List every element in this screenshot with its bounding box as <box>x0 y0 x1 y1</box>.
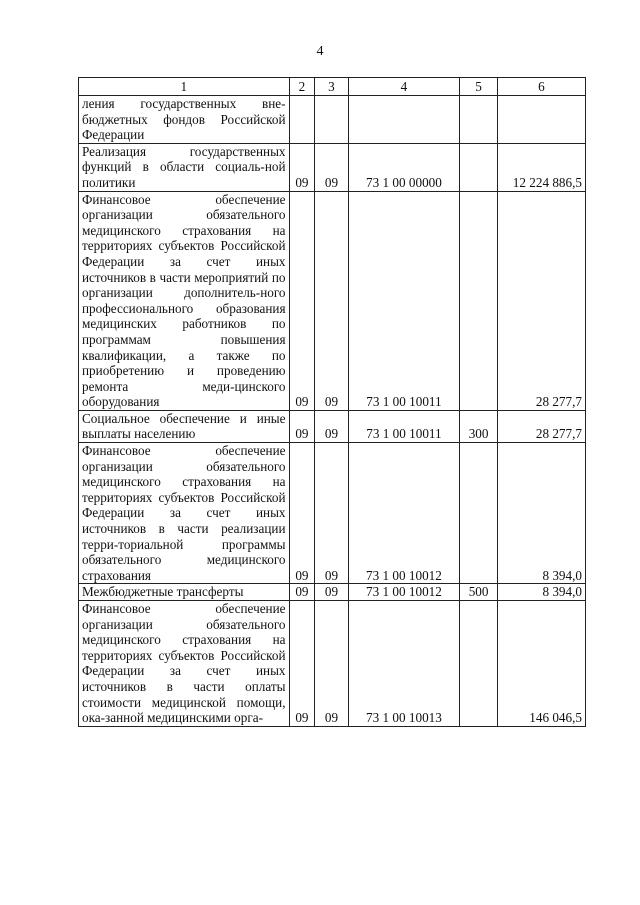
column-header-6: 6 <box>497 78 585 96</box>
column-header-3: 3 <box>315 78 348 96</box>
column-header-2: 2 <box>289 78 315 96</box>
table-row <box>79 143 586 191</box>
row-amount: 146 046,5 <box>497 601 585 727</box>
row-target-code: 73 1 00 10011 <box>348 410 460 442</box>
row-subsection: 09 <box>315 191 348 410</box>
row-name: Межбюджетные трансферты <box>79 584 290 601</box>
row-amount: 12 224 886,5 <box>497 143 585 191</box>
row-subsection: 09 <box>315 410 348 442</box>
row-target-code: 73 1 00 10011 <box>348 191 460 410</box>
row-amount: 28 277,7 <box>497 410 585 442</box>
page-number: 4 <box>316 44 324 59</box>
row-section: 09 <box>289 601 315 727</box>
column-header-4: 4 <box>348 78 460 96</box>
row-subsection: 09 <box>315 601 348 727</box>
row-subsection: 09 <box>315 584 348 601</box>
row-target-code: 73 1 00 00000 <box>348 143 460 191</box>
row-expense-type <box>460 601 498 727</box>
row-amount: 8 394,0 <box>497 584 585 601</box>
table-row <box>79 96 586 144</box>
row-expense-type <box>460 143 498 191</box>
row-subsection: 09 <box>315 443 348 584</box>
row-name: Финансовое обеспечение организации обязательного медицинского страхования на территориях субъектов Российской Федерации за счет иных источников в части оплаты стоимости медицинской помощи, ока-занной медицинскими орга- <box>79 601 290 727</box>
row-name: Финансовое обеспечение организации обязательного медицинского страхования на территориях субъектов Российской Федерации за счет иных источников в части реализации терри-ториальной программы обязательного медицинского страхования <box>79 443 290 584</box>
table-row <box>79 410 586 442</box>
table-row <box>79 443 586 584</box>
column-header-5: 5 <box>460 78 498 96</box>
row-subsection <box>315 96 348 144</box>
row-expense-type: 500 <box>460 584 498 601</box>
row-target-code <box>348 96 460 144</box>
row-expense-type <box>460 191 498 410</box>
budget-table <box>78 77 586 727</box>
row-target-code: 73 1 00 10013 <box>348 601 460 727</box>
row-name: Финансовое обеспечение организации обязательного медицинского страхования на территориях субъектов Российской Федерации за счет иных источников в части мероприятий по организации дополнитель-ного профессионального образования медицинских работников по программам повышения квалификации, а также по приобретению и проведению ремонта меди-цинского оборудования <box>79 191 290 410</box>
table-row <box>79 191 586 410</box>
row-section: 09 <box>289 584 315 601</box>
row-amount: 28 277,7 <box>497 191 585 410</box>
row-section: 09 <box>289 143 315 191</box>
row-name: Социальное обеспечение и иные выплаты населению <box>79 410 290 442</box>
row-expense-type <box>460 443 498 584</box>
row-amount: 8 394,0 <box>497 443 585 584</box>
row-subsection: 09 <box>315 143 348 191</box>
row-amount <box>497 96 585 144</box>
row-expense-type: 300 <box>460 410 498 442</box>
header-row <box>79 78 586 96</box>
row-target-code: 73 1 00 10012 <box>348 443 460 584</box>
row-section: 09 <box>289 191 315 410</box>
row-section <box>289 96 315 144</box>
row-section: 09 <box>289 443 315 584</box>
row-target-code: 73 1 00 10012 <box>348 584 460 601</box>
table-row <box>79 601 586 727</box>
row-section: 09 <box>289 410 315 442</box>
row-name: Реализация государственных функций в области социаль-ной политики <box>79 143 290 191</box>
row-name: ления государственных вне-бюджетных фондов Российской Федерации <box>79 96 290 144</box>
table-row <box>79 584 586 601</box>
column-header-1: 1 <box>79 78 290 96</box>
row-expense-type <box>460 96 498 144</box>
